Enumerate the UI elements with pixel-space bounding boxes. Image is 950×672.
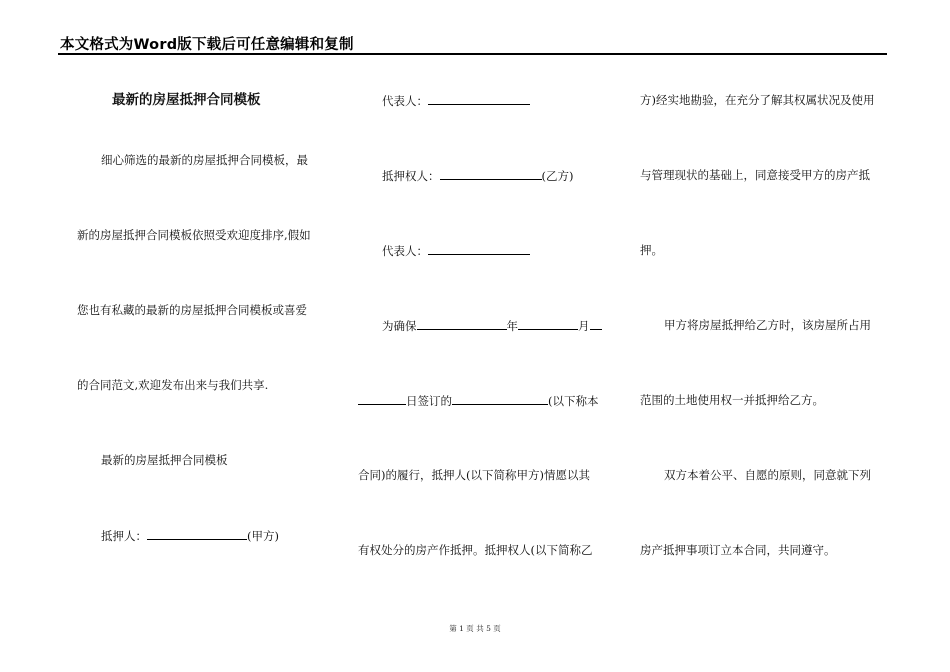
intro-line-4: 的合同范文,欢迎发布出来与我们共享.	[77, 378, 269, 392]
right-line-6: 双方本着公平、自愿的原则，同意就下列	[664, 468, 871, 482]
right-line-5: 范围的土地使用权一并抵押给乙方。	[640, 393, 824, 407]
ensure-line	[382, 318, 602, 333]
intro-line-1: 细心筛选的最新的房屋抵押合同模板，最	[101, 153, 308, 167]
section-subtitle: 最新的房屋抵押合同模板	[101, 453, 228, 467]
representative-2-blank	[428, 243, 530, 255]
header-divider	[58, 53, 887, 54]
right-line-1: 方)经实地勘验，在充分了解其权属状况及使用	[640, 93, 875, 107]
doc-title: 最新的房屋抵押合同模板	[112, 92, 261, 108]
intro-line-2: 新的房屋抵押合同模板依照受欢迎度排序,假如	[77, 228, 311, 242]
right-line-3: 押。	[640, 243, 663, 257]
mortgagor-blank	[147, 528, 247, 540]
right-line-4: 甲方将房屋抵押给乙方时，该房屋所占用	[664, 318, 871, 332]
mortgagee-line	[382, 168, 573, 183]
mortgagee-suffix: (乙方)	[541, 169, 574, 183]
ensure-year: 年	[506, 319, 518, 333]
mortgagee-blank	[440, 168, 542, 180]
mortgagor-line	[101, 528, 279, 543]
right-line-7: 房产抵押事项订立本合同，共同遵守。	[640, 543, 836, 557]
sign-blank-2	[452, 393, 548, 405]
representative-1-label: 代表人：	[382, 94, 428, 108]
ensure-blank-1	[417, 318, 507, 330]
ensure-prefix: 为确保	[382, 319, 417, 333]
contract-line: 合同)的履行，抵押人(以下简称甲方)情愿以其	[358, 468, 590, 482]
sign-line	[358, 393, 599, 408]
sign-day: 日签订的	[406, 394, 452, 408]
representative-1-blank	[428, 93, 530, 105]
representative-2-label: 代表人：	[382, 244, 428, 258]
document-header-title: 本文格式为Word版下载后可任意编辑和复制	[60, 37, 354, 53]
sign-suffix: (以下称本	[548, 394, 599, 408]
ensure-blank-3	[590, 318, 602, 330]
ensure-blank-2	[518, 318, 578, 330]
mortgagor-label: 抵押人：	[101, 529, 147, 543]
sign-blank-1	[358, 393, 406, 405]
ensure-month: 月	[578, 319, 590, 333]
intro-line-3: 您也有私藏的最新的房屋抵押合同模板或喜爱	[77, 303, 307, 317]
right-line-2: 与管理现状的基础上，同意接受甲方的房产抵	[640, 168, 870, 182]
representative-2-line	[382, 243, 530, 258]
page-number-footer: 第 1 页 共 5 页	[449, 624, 501, 633]
mortgagor-suffix: (甲方)	[247, 529, 279, 543]
property-line: 有权处分的房产作抵押。抵押权人(以下简称乙	[358, 543, 593, 557]
mortgagee-label: 抵押权人：	[382, 169, 440, 183]
representative-1-line	[382, 93, 530, 108]
